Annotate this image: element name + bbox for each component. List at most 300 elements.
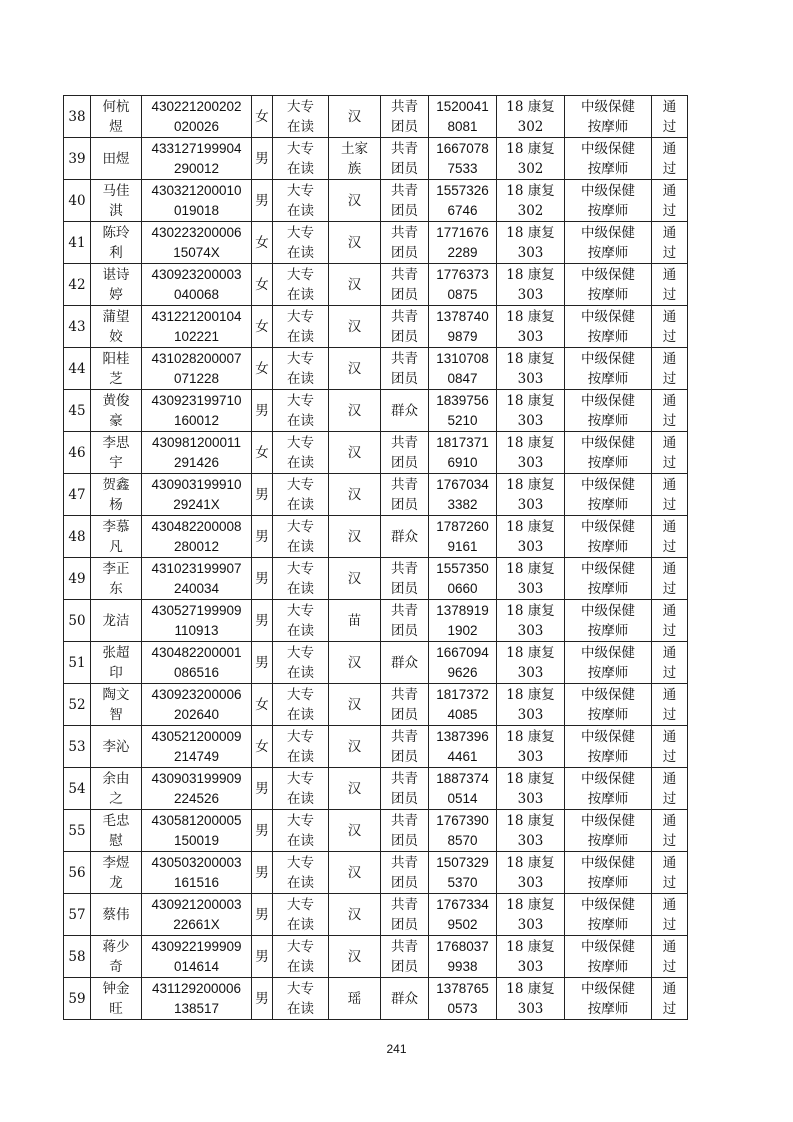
id-number-line: 29241X (173, 496, 220, 512)
exam-result-line: 通 (662, 266, 677, 283)
certificate-level-cell (565, 978, 652, 1020)
certificate-level-line: 中级保健 (581, 434, 635, 451)
exam-result-cell (652, 726, 688, 768)
id-number-line: 019018 (173, 202, 220, 218)
gender-cell (252, 432, 273, 474)
id-number-line: 433127199904 (151, 140, 242, 156)
certificate-level-cell (565, 306, 652, 348)
table-row (64, 180, 688, 222)
political-status-line: 团员 (391, 790, 418, 807)
ethnicity-cell (329, 180, 381, 222)
education-status-cell (273, 96, 329, 138)
student-name-line: 李正 (102, 560, 130, 577)
certificate-level-cell (565, 684, 652, 726)
class-name-line: 303 (517, 790, 544, 807)
class-name-line: 303 (517, 916, 544, 933)
exam-result-line: 过 (662, 412, 677, 429)
student-name-cell (91, 474, 142, 516)
student-name-line: 龙 (109, 874, 123, 891)
ethnicity-cell (329, 138, 381, 180)
table-row (64, 474, 688, 516)
exam-result-line: 过 (662, 1000, 677, 1017)
ethnicity-cell (329, 684, 381, 726)
student-name-line: 东 (109, 580, 123, 597)
ethnicity-line: 汉 (347, 822, 362, 839)
gender-cell (252, 936, 273, 978)
ethnicity-line: 土家 (341, 140, 368, 157)
phone-number-cell (429, 138, 497, 180)
ethnicity-cell (329, 768, 381, 810)
exam-result-line: 通 (662, 476, 677, 493)
student-name-line: 奇 (109, 958, 123, 975)
id-number-line: 431221200104 (151, 308, 242, 324)
phone-number-cell (429, 96, 497, 138)
student-name-line: 凡 (109, 538, 123, 555)
exam-result-line: 通 (662, 224, 677, 241)
political-status-line: 团员 (391, 832, 418, 849)
certificate-level-line: 中级保健 (581, 686, 635, 703)
certificate-level-line: 中级保健 (581, 854, 635, 871)
gender-text: 女 (255, 360, 269, 377)
row-number-text: 59 (68, 990, 86, 1007)
student-name-line: 之 (109, 790, 123, 807)
id-number-line: 071228 (173, 370, 220, 386)
exam-result-line: 通 (662, 350, 677, 367)
student-name-line: 贺鑫 (102, 476, 130, 493)
exam-result-line: 过 (662, 706, 677, 723)
exam-result-cell (652, 264, 688, 306)
education-status-line: 在读 (287, 202, 314, 219)
political-status-line: 团员 (391, 496, 418, 513)
row-number-text: 50 (68, 612, 86, 629)
gender-cell (252, 726, 273, 768)
class-name-line: 18 康复 (506, 224, 555, 241)
certificate-level-line: 中级保健 (581, 140, 635, 157)
political-status-cell (381, 264, 429, 306)
exam-result-cell (652, 390, 688, 432)
exam-result-cell (652, 180, 688, 222)
gender-text: 男 (255, 654, 269, 671)
certificate-level-line: 按摩师 (587, 412, 629, 429)
student-name-cell (91, 810, 142, 852)
id-number-line: 291426 (173, 454, 220, 470)
class-name-cell (497, 810, 565, 852)
id-number-cell (142, 978, 252, 1020)
education-status-line: 大专 (287, 854, 314, 871)
id-number-line: 160012 (173, 412, 220, 428)
class-name-line: 18 康复 (506, 854, 555, 871)
gender-cell (252, 306, 273, 348)
certificate-level-line: 按摩师 (587, 454, 629, 471)
id-number-line: 040068 (173, 286, 220, 302)
education-status-line: 大专 (287, 728, 314, 745)
phone-number-line: 1767390 (436, 812, 489, 828)
class-name-line: 18 康复 (506, 350, 555, 367)
row-number-text: 38 (68, 108, 86, 125)
education-status-line: 大专 (287, 518, 314, 535)
exam-result-cell (652, 978, 688, 1020)
education-status-line: 在读 (287, 832, 314, 849)
exam-result-line: 通 (662, 854, 677, 871)
exam-result-cell (652, 768, 688, 810)
exam-result-line: 过 (662, 118, 677, 135)
id-number-line: 430921200003 (151, 896, 242, 912)
education-status-cell (273, 432, 329, 474)
ethnicity-cell (329, 894, 381, 936)
phone-number-cell (429, 768, 497, 810)
exam-result-line: 通 (662, 770, 677, 787)
student-name-line: 芝 (109, 370, 123, 387)
row-number-text: 40 (68, 192, 86, 209)
gender-text: 男 (255, 948, 269, 965)
certificate-level-line: 中级保健 (581, 602, 635, 619)
education-status-line: 在读 (287, 1000, 314, 1017)
student-name-cell (91, 138, 142, 180)
class-name-cell (497, 684, 565, 726)
row-number-cell (64, 516, 91, 558)
ethnicity-cell (329, 432, 381, 474)
table-row (64, 894, 688, 936)
phone-number-line: 8081 (447, 118, 478, 134)
student-name-line: 黄俊 (102, 392, 130, 409)
row-number-text: 44 (68, 360, 86, 377)
student-name-cell (91, 852, 142, 894)
political-status-cell (381, 978, 429, 1020)
gender-text: 男 (255, 990, 269, 1007)
gender-cell (252, 978, 273, 1020)
phone-number-line: 1771676 (436, 224, 489, 240)
political-status-cell (381, 222, 429, 264)
political-status-cell (381, 516, 429, 558)
id-number-cell (142, 390, 252, 432)
phone-number-cell (429, 180, 497, 222)
phone-number-line: 5210 (447, 412, 478, 428)
education-status-cell (273, 558, 329, 600)
page-number: 241 (386, 1042, 407, 1056)
gender-cell (252, 600, 273, 642)
gender-text: 女 (255, 444, 269, 461)
id-number-line: 430923199710 (151, 392, 242, 408)
education-status-line: 大专 (287, 812, 314, 829)
exam-result-cell (652, 642, 688, 684)
ethnicity-line: 汉 (347, 570, 362, 587)
class-name-cell (497, 852, 565, 894)
class-name-line: 302 (517, 202, 544, 219)
certificate-level-cell (565, 558, 652, 600)
ethnicity-cell (329, 306, 381, 348)
political-status-line: 共青 (391, 728, 418, 745)
exam-result-line: 通 (662, 140, 677, 157)
education-status-cell (273, 348, 329, 390)
ethnicity-line: 汉 (347, 906, 362, 923)
ethnicity-line: 汉 (347, 696, 362, 713)
phone-number-line: 2289 (447, 244, 478, 260)
class-name-cell (497, 642, 565, 684)
id-number-cell (142, 600, 252, 642)
class-name-cell (497, 600, 565, 642)
phone-number-cell (429, 978, 497, 1020)
exam-result-line: 过 (662, 958, 677, 975)
row-number-text: 47 (68, 486, 86, 503)
table-row (64, 936, 688, 978)
exam-result-line: 过 (662, 286, 677, 303)
id-number-line: 430903199909 (151, 770, 242, 786)
id-number-line: 430321200010 (151, 182, 242, 198)
row-number-cell (64, 138, 91, 180)
ethnicity-line: 汉 (347, 528, 362, 545)
education-status-cell (273, 474, 329, 516)
table-row (64, 978, 688, 1020)
phone-number-cell (429, 642, 497, 684)
row-number-text: 48 (68, 528, 86, 545)
education-status-cell (273, 600, 329, 642)
roster-table (63, 95, 688, 1020)
id-number-cell (142, 936, 252, 978)
political-status-cell (381, 726, 429, 768)
certificate-level-line: 按摩师 (587, 118, 629, 135)
exam-result-line: 过 (662, 790, 677, 807)
class-name-cell (497, 768, 565, 810)
political-status-cell (381, 96, 429, 138)
gender-text: 男 (255, 528, 269, 545)
certificate-level-line: 按摩师 (587, 622, 629, 639)
phone-number-line: 0514 (447, 790, 478, 806)
exam-result-line: 通 (662, 98, 677, 115)
certificate-level-line: 中级保健 (581, 266, 635, 283)
id-number-line: 430981200011 (151, 434, 242, 450)
ethnicity-cell (329, 96, 381, 138)
political-status-line: 群众 (391, 528, 418, 545)
id-number-line: 110913 (174, 622, 219, 638)
row-number-text: 51 (68, 654, 86, 671)
political-status-cell (381, 684, 429, 726)
exam-result-line: 通 (662, 896, 677, 913)
table-row (64, 684, 688, 726)
table-row (64, 516, 688, 558)
education-status-line: 在读 (287, 412, 314, 429)
class-name-line: 303 (517, 454, 544, 471)
certificate-level-cell (565, 474, 652, 516)
class-name-line: 303 (517, 706, 544, 723)
exam-result-cell (652, 432, 688, 474)
gender-text: 男 (255, 864, 269, 881)
student-name-line: 李思 (102, 434, 130, 451)
ethnicity-line: 汉 (347, 654, 362, 671)
ethnicity-line: 汉 (347, 360, 362, 377)
class-name-cell (497, 474, 565, 516)
certificate-level-line: 按摩师 (587, 538, 629, 555)
political-status-line: 共青 (391, 224, 418, 241)
phone-number-cell (429, 474, 497, 516)
class-name-line: 303 (517, 874, 544, 891)
phone-number-line: 7533 (447, 160, 478, 176)
phone-number-line: 6910 (447, 454, 478, 470)
education-status-line: 大专 (287, 224, 314, 241)
id-number-cell (142, 726, 252, 768)
phone-number-cell (429, 306, 497, 348)
education-status-line: 在读 (287, 160, 314, 177)
exam-result-line: 过 (662, 454, 677, 471)
education-status-line: 在读 (287, 706, 314, 723)
class-name-line: 303 (517, 832, 544, 849)
row-number-cell (64, 726, 91, 768)
student-name-line: 淇 (109, 202, 123, 219)
class-name-cell (497, 96, 565, 138)
education-status-line: 大专 (287, 308, 314, 325)
certificate-level-cell (565, 600, 652, 642)
certificate-level-cell (565, 852, 652, 894)
gender-text: 男 (255, 402, 269, 419)
row-number-cell (64, 180, 91, 222)
student-name-line: 李慕 (102, 518, 130, 535)
table-row (64, 138, 688, 180)
certificate-level-line: 按摩师 (587, 580, 629, 597)
student-name-line: 李煜 (102, 854, 130, 871)
ethnicity-line: 汉 (347, 402, 362, 419)
student-name-cell (91, 894, 142, 936)
class-name-cell (497, 222, 565, 264)
certificate-level-line: 按摩师 (587, 832, 629, 849)
id-number-cell (142, 180, 252, 222)
class-name-cell (497, 138, 565, 180)
exam-result-line: 通 (662, 812, 677, 829)
education-status-line: 大专 (287, 140, 314, 157)
row-number-text: 45 (68, 402, 86, 419)
id-number-line: 430223200006 (151, 224, 242, 240)
phone-number-line: 1902 (447, 622, 478, 638)
exam-result-line: 通 (662, 980, 677, 997)
education-status-line: 在读 (287, 874, 314, 891)
certificate-level-line: 中级保健 (581, 476, 635, 493)
certificate-level-cell (565, 138, 652, 180)
education-status-cell (273, 894, 329, 936)
exam-result-cell (652, 222, 688, 264)
id-number-line: 240034 (173, 580, 220, 596)
id-number-line: 280012 (173, 538, 220, 554)
education-status-cell (273, 768, 329, 810)
exam-result-line: 过 (662, 916, 677, 933)
class-name-cell (497, 264, 565, 306)
class-name-cell (497, 306, 565, 348)
phone-number-line: 1557350 (436, 560, 489, 576)
student-name-line: 何杭 (102, 98, 130, 115)
ethnicity-line: 汉 (347, 192, 362, 209)
exam-result-line: 过 (662, 328, 677, 345)
gender-cell (252, 264, 273, 306)
education-status-cell (273, 978, 329, 1020)
education-status-line: 在读 (287, 748, 314, 765)
exam-result-cell (652, 138, 688, 180)
political-status-cell (381, 432, 429, 474)
phone-number-line: 1557326 (436, 182, 489, 198)
phone-number-line: 1768037 (436, 938, 489, 954)
certificate-level-cell (565, 726, 652, 768)
phone-number-line: 3382 (447, 496, 478, 512)
id-number-line: 430521200009 (151, 728, 242, 744)
row-number-cell (64, 936, 91, 978)
certificate-level-line: 中级保健 (581, 980, 635, 997)
political-status-line: 团员 (391, 706, 418, 723)
education-status-line: 大专 (287, 980, 314, 997)
certificate-level-line: 中级保健 (581, 392, 635, 409)
class-name-cell (497, 978, 565, 1020)
education-status-line: 大专 (287, 644, 314, 661)
class-name-line: 303 (517, 496, 544, 513)
education-status-line: 大专 (287, 434, 314, 451)
class-name-line: 18 康复 (506, 392, 555, 409)
id-number-line: 138517 (173, 1000, 220, 1016)
gender-cell (252, 96, 273, 138)
id-number-line: 431129200006 (151, 980, 242, 996)
education-status-line: 在读 (287, 622, 314, 639)
row-number-cell (64, 978, 91, 1020)
education-status-line: 在读 (287, 454, 314, 471)
certificate-level-cell (565, 348, 652, 390)
certificate-level-cell (565, 264, 652, 306)
class-name-line: 303 (517, 286, 544, 303)
education-status-line: 在读 (287, 580, 314, 597)
political-status-line: 共青 (391, 476, 418, 493)
student-name-cell (91, 306, 142, 348)
gender-text: 女 (255, 738, 269, 755)
ethnicity-cell (329, 348, 381, 390)
phone-number-line: 1767034 (436, 476, 489, 492)
class-name-line: 303 (517, 244, 544, 261)
id-number-line: 430482200001 (151, 644, 242, 660)
political-status-line: 共青 (391, 350, 418, 367)
political-status-cell (381, 600, 429, 642)
certificate-level-line: 按摩师 (587, 664, 629, 681)
education-status-cell (273, 138, 329, 180)
exam-result-line: 通 (662, 728, 677, 745)
gender-cell (252, 390, 273, 432)
education-status-line: 在读 (287, 664, 314, 681)
political-status-line: 团员 (391, 328, 418, 345)
political-status-line: 团员 (391, 202, 418, 219)
phone-number-line: 1767334 (436, 896, 489, 912)
certificate-level-line: 中级保健 (581, 770, 635, 787)
ethnicity-line: 汉 (347, 738, 362, 755)
phone-number-line: 1667094 (436, 644, 489, 660)
phone-number-line: 1507329 (436, 854, 489, 870)
student-name-cell (91, 348, 142, 390)
exam-result-cell (652, 810, 688, 852)
political-status-line: 团员 (391, 454, 418, 471)
id-number-line: 430581200005 (151, 812, 242, 828)
gender-cell (252, 474, 273, 516)
id-number-cell (142, 810, 252, 852)
exam-result-cell (652, 600, 688, 642)
certificate-level-line: 按摩师 (587, 244, 629, 261)
student-name-cell (91, 390, 142, 432)
id-number-cell (142, 516, 252, 558)
student-name-line: 田煜 (102, 150, 130, 167)
row-number-text: 56 (68, 864, 86, 881)
id-number-line: 430503200003 (151, 854, 242, 870)
education-status-line: 大专 (287, 686, 314, 703)
exam-result-cell (652, 96, 688, 138)
id-number-line: 150019 (173, 832, 220, 848)
education-status-line: 在读 (287, 118, 314, 135)
row-number-text: 49 (68, 570, 86, 587)
row-number-cell (64, 684, 91, 726)
exam-result-cell (652, 348, 688, 390)
phone-number-cell (429, 558, 497, 600)
certificate-level-line: 按摩师 (587, 160, 629, 177)
class-name-cell (497, 516, 565, 558)
education-status-cell (273, 222, 329, 264)
class-name-line: 303 (517, 580, 544, 597)
